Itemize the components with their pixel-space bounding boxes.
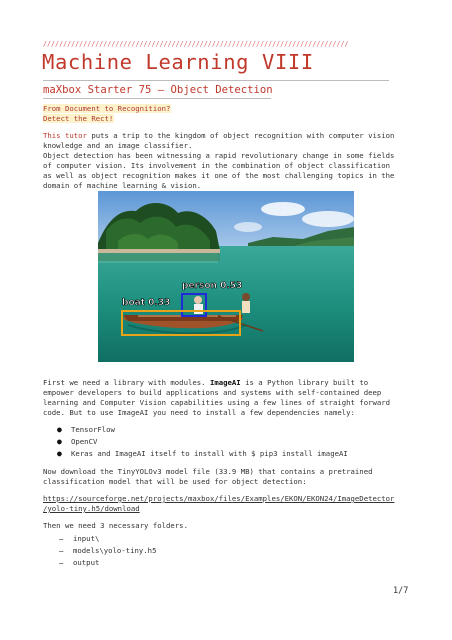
page-title: Machine Learning VIII bbox=[42, 50, 314, 74]
subtitle-underline bbox=[43, 98, 271, 99]
folder-name: models\yolo-tiny.h5 bbox=[73, 546, 157, 555]
detection-photo bbox=[98, 191, 354, 362]
folder-name: output bbox=[73, 558, 100, 567]
imageai-paragraph bbox=[43, 378, 413, 418]
person-detection-label: person 0.53 bbox=[182, 281, 243, 291]
bullet-icon: ● bbox=[57, 437, 62, 446]
bullet-icon: ● bbox=[57, 425, 62, 434]
imageai-line-1-post: is a Python library built to bbox=[240, 378, 369, 387]
dependency-text: TensorFlow bbox=[71, 425, 115, 434]
imageai-bold-term: ImageAI bbox=[209, 378, 241, 387]
intro-line: Object detection has been witnessing a rapid revolutionary change in some fields bbox=[43, 151, 395, 161]
page-number: 1/7 bbox=[393, 586, 409, 596]
folder-name: input\ bbox=[73, 534, 100, 543]
intro-lead: This tutor bbox=[43, 131, 87, 140]
intro-line-1-rest: puts a trip to the kingdom of object recognition with computer vision bbox=[86, 131, 395, 140]
imageai-line: code. But to use ImageAI you need to install a few dependencies namely: bbox=[43, 408, 355, 418]
dash-icon: – bbox=[59, 546, 64, 555]
page-subtitle: maXbox Starter 75 – Object Detection bbox=[43, 84, 273, 96]
model-download-link-continued[interactable]: /yolo-tiny.h5/download bbox=[43, 504, 140, 513]
dependency-text: Keras and ImageAI itself to install with $ pip3 install imageAI bbox=[71, 449, 348, 458]
intro-paragraph bbox=[43, 131, 413, 192]
title-underline bbox=[43, 80, 389, 81]
download-line: classification model that will be used for object detection: bbox=[43, 477, 307, 487]
decorative-slash-line: //////////////////////////////////////////////////////////////////////////// bbox=[43, 40, 349, 48]
dash-icon: – bbox=[59, 558, 64, 567]
highlight-line-2: Detect the Rect! bbox=[43, 114, 114, 123]
download-line: Now download the TinyYOLOv3 model file (33.9 MB) that contains a pretrained bbox=[43, 467, 373, 476]
imageai-line: empower developers to build applications and systems with self-contained deep bbox=[43, 388, 382, 398]
highlight-line-1: From Document to Recognition? bbox=[43, 104, 171, 113]
intro-line-1 bbox=[43, 131, 413, 141]
bullet-icon: ● bbox=[57, 449, 62, 458]
intro-line: as well as object recognition makes it one of the most challenging topics in the bbox=[43, 171, 395, 181]
imageai-line: learning and Computer Vision capabilities using a few lines of straight forward bbox=[43, 398, 391, 408]
imageai-line-1-pre: First we need a library with modules. bbox=[43, 378, 210, 387]
intro-line: knowledge and an image classifier. bbox=[43, 141, 193, 151]
intro-line: domain of machine learning & vision. bbox=[43, 181, 202, 191]
dash-icon: – bbox=[59, 534, 64, 543]
folders-intro: Then we need 3 necessary folders. bbox=[43, 521, 188, 530]
boat-detection-label: boat 0.33 bbox=[122, 298, 171, 308]
intro-line: of computer vision. Its involvement in the combination of object classification bbox=[43, 161, 391, 171]
download-paragraph bbox=[43, 467, 413, 487]
imageai-line-1 bbox=[43, 378, 413, 388]
dependency-text: OpenCV bbox=[71, 437, 98, 446]
model-download-link[interactable]: https://sourceforge.net/projects/maxbox/files/Examples/EKON/EKON24/ImageDetector bbox=[43, 494, 395, 503]
